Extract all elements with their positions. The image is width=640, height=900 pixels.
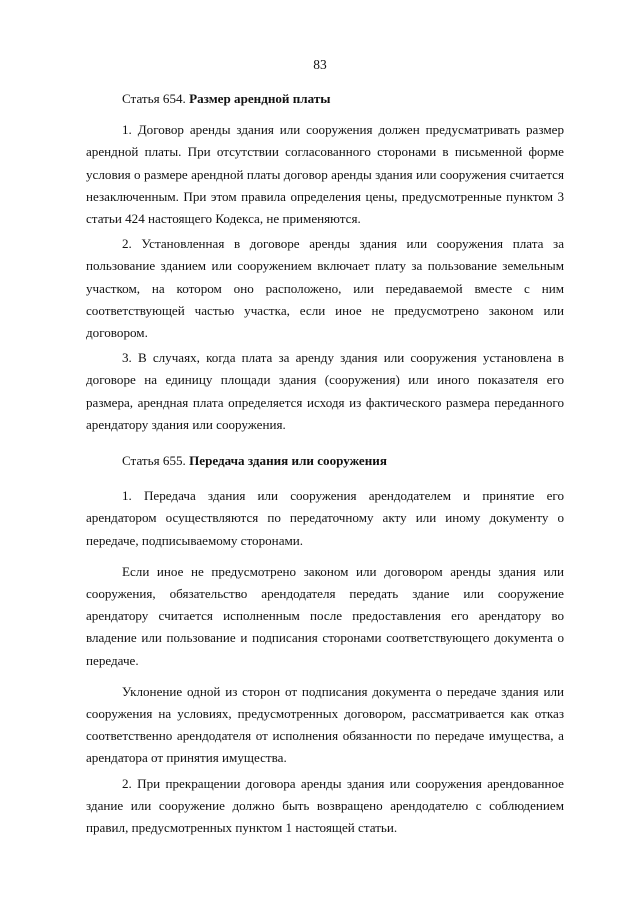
- article-655-paragraph-1: 1. Передача здания или сооружения арендодателем и принятие его арендатором осуществляются по передаточному акту или иному документу о передаче, подписываемому сторонами.: [86, 488, 564, 548]
- article-654-title: Размер арендной платы: [189, 91, 331, 106]
- article-655-label: Статья 655.: [122, 453, 186, 469]
- article-654-label: Статья 654.: [122, 91, 186, 106]
- document-body: [86, 88, 564, 839]
- article-654-paragraph-1: 1. Договор аренды здания или сооружения должен предусматривать размер арендной платы. При отсутствии согласованного сторонами в письменной форме условия о размере арендной платы договор аренды здания или сооружения считается незаключенным. При этом правила определения цены, предусмотренные пунктом 3 статьи 424 настоящего Кодекса, не применяются.: [86, 122, 564, 227]
- page-number: 83: [313, 57, 327, 72]
- article-655-heading: [86, 450, 564, 472]
- article-655-title: Передача здания или сооружения: [189, 453, 387, 469]
- article-654-heading: [86, 88, 564, 110]
- article-655-paragraph-4: 2. При прекращении договора аренды здания или сооружения арендованное здание или сооружение должно быть возвращено арендодателю с соблюдением правил, предусмотренных пунктом 1 настоящей статьи.: [86, 775, 564, 836]
- article-654-paragraph-3: 3. В случаях, когда плата за аренду здания или сооружения установлена в договоре на единицу площади здания (сооружения) или иного показателя его размера, арендная плата определяется исходя из фактического размера переданного арендатору здания или сооружения.: [86, 350, 564, 432]
- article-655-paragraph-2: Если иное не предусмотрено законом или договором аренды здания или сооружения, обязательство арендодателя передать здание или сооружение арендатору считается исполненным после предоставления его арендатору во владение или пользование и подписания сторонами соответствующего документа о передаче.: [86, 563, 564, 668]
- article-655-paragraph-3: Уклонение одной из сторон от подписания документа о передаче здания или сооружения на условиях, предусмотренных договором, рассматривается как отказ соответственно арендодателя от исполнения обязанности по передаче имущества, а арендатора от принятия имущества.: [86, 683, 564, 766]
- article-654-paragraph-2: 2. Установленная в договоре аренды здания или сооружения плата за пользование зданием или сооружением включает плату за пользование земельным участком, на котором оно расположено, или передаваемой вместе с ним соответствующей частью участка, если иное не предусмотрено законом или договором.: [86, 236, 564, 341]
